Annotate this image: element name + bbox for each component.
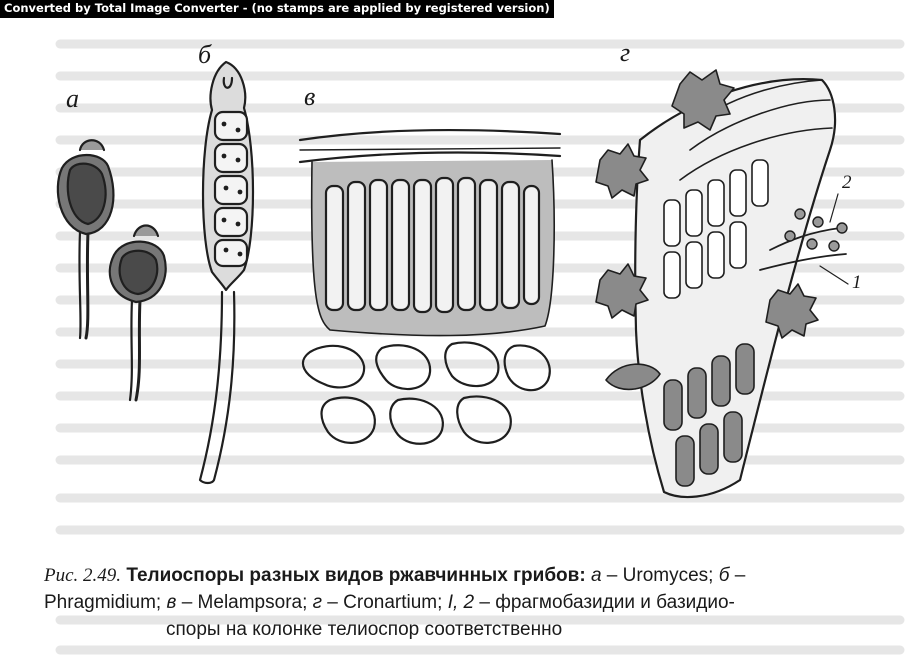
caption-numbers: I, 2 [447,592,475,613]
caption-line-2 [44,589,844,616]
uromyces-teliospores [58,140,166,400]
figure-label-2: 2 [842,172,852,193]
converter-watermark-banner: Converted by Total Image Converter - (no stamps are applied by registered version) [0,0,554,18]
melampsora-sorus [300,130,560,444]
figure-caption [44,562,844,643]
caption-letter-b: б [718,565,730,586]
figure-label-g: г [620,38,631,67]
caption-column-text: споры на колонке телиоспор соответственно [166,619,563,640]
caption-letter-a: а [590,565,602,586]
caption-title: Телиоспоры разных видов ржавчинных грибов: [126,565,586,586]
figure-label-b: б [198,40,212,69]
caption-dash-b: – [729,565,746,586]
figure-label-a: а [66,84,79,113]
caption-line-1 [44,562,844,589]
caption-name-a: – Uromyces; [601,565,719,586]
figure-label-v: в [304,82,316,111]
caption-letter-g: г [312,592,323,613]
cronartium-column [596,70,848,497]
caption-name-g: – Cronartium; [322,592,448,613]
caption-name-v: – Melampsora; [176,592,313,613]
phragmidium-teliospore [200,62,253,483]
caption-label: Рис. 2.49. [44,565,122,586]
caption-name-b: Phragmidium; [44,592,167,613]
caption-basidia-text: – фрагмобазидии и базидио- [474,592,735,613]
caption-line-3 [44,616,844,643]
figure-label-1: 1 [852,272,862,293]
caption-letter-v: в [166,592,177,613]
